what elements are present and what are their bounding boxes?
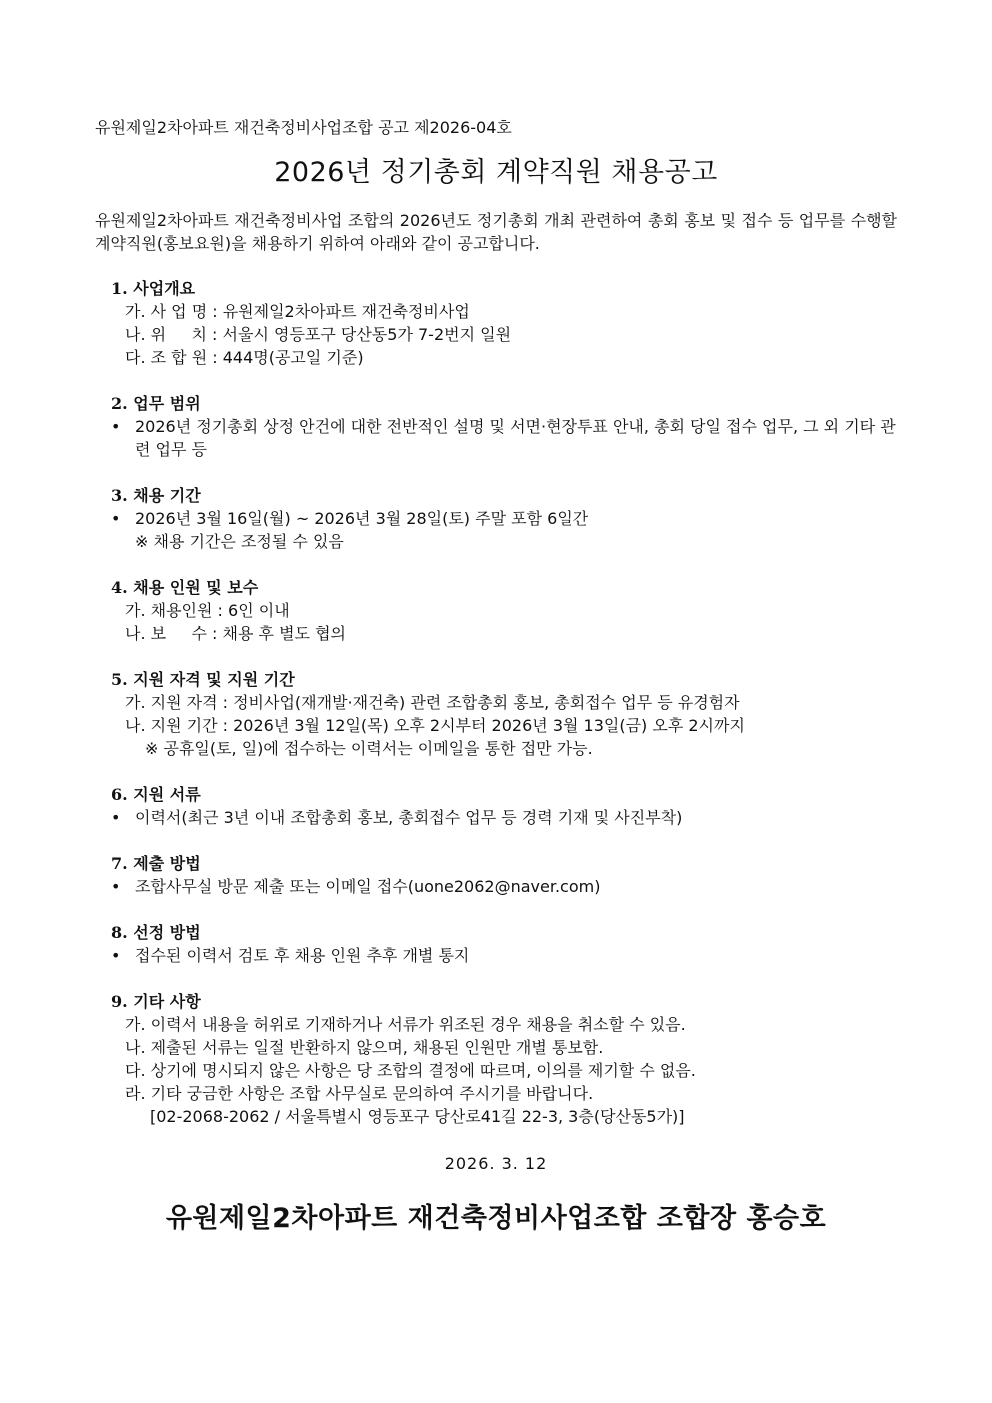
section-qualification-period (95, 668, 897, 760)
bullet-icon: • (111, 808, 121, 827)
bullet-icon: • (111, 509, 121, 528)
list-item: 가. 지원 자격 : 정비사업(재개발·재건축) 관련 조합총회 홍보, 총회접수 업무 등 유경험자 (125, 693, 740, 712)
section-heading: 2. 업무 범위 (111, 394, 201, 413)
section-selection (95, 921, 897, 967)
section-documents (95, 783, 897, 829)
bullet-icon: • (111, 417, 121, 436)
list-item: 다. 상기에 명시되지 않은 사항은 당 조합의 결정에 따르며, 이의를 제기할 수 없음. (125, 1061, 696, 1080)
list-item: • 이력서(최근 3년 이내 조합총회 홍보, 총회접수 업무 등 경력 기재 및 사진부착) (111, 808, 683, 827)
section-heading: 8. 선정 방법 (111, 923, 201, 942)
list-item: 나. 지원 기간 : 2026년 3월 12일(목) 오후 2시부터 2026년 3월 13일(금) 오후 2시까지 (125, 716, 745, 735)
notice-date: 2026. 3. 12 (444, 1154, 548, 1173)
bullet-icon: • (111, 877, 121, 896)
section-heading: 6. 지원 서류 (111, 785, 201, 804)
contact-info: [02-2068-2062 / 서울특별시 영등포구 당산로41길 22-3, 3층(당산동5가)] (150, 1107, 685, 1126)
list-item: • 2026년 정기총회 상정 안건에 대한 전반적인 설명 및 서면·현장투표 안내, 총회 당일 접수 업무, 그 외 기타 관련 업무 등 (111, 417, 896, 459)
notice-number: 유원제일2차아파트 재건축정비사업조합 공고 제2026-04호 (95, 118, 512, 137)
section-employment-period (95, 484, 897, 553)
list-item: 나. 위 치 : 서울시 영등포구 당산동5가 7-2번지 일원 (125, 325, 512, 344)
section-heading: 9. 기타 사항 (111, 992, 201, 1011)
note: ※ 공휴일(토, 일)에 접수하는 이력서는 이메일을 통한 접만 가능. (145, 739, 593, 758)
list-item: 가. 채용인원 : 6인 이내 (125, 601, 290, 620)
bullet-icon: • (111, 946, 121, 965)
list-item: 나. 보 수 : 채용 후 별도 협의 (125, 624, 346, 643)
list-item: 가. 사 업 명 : 유원제일2차아파트 재건축정비사업 (125, 302, 470, 321)
section-heading: 4. 채용 인원 및 보수 (111, 578, 259, 597)
section-work-scope (95, 392, 897, 461)
section-heading: 1. 사업개요 (111, 279, 196, 298)
document-title: 2026년 정기총회 계약직원 채용공고 (274, 157, 718, 188)
section-heading: 5. 지원 자격 및 지원 기간 (111, 670, 295, 689)
list-item: • 접수된 이력서 검토 후 채용 인원 추후 개별 통지 (111, 946, 470, 965)
section-misc (95, 990, 897, 1128)
list-item: 가. 이력서 내용을 허위로 기재하거나 서류가 위조된 경우 채용을 취소할 수 있음. (125, 1015, 686, 1034)
section-headcount-pay (95, 576, 897, 645)
list-item: • 2026년 3월 16일(월) ~ 2026년 3월 28일(토) 주말 포함 6일간 (111, 509, 589, 528)
list-item: 다. 조 합 원 : 444명(공고일 기준) (125, 348, 364, 367)
intro-paragraph: 유원제일2차아파트 재건축정비사업 조합의 2026년도 정기총회 개최 관련하여 총회 홍보 및 접수 등 업무를 수행할 계약직원(홍보요원)을 채용하기 위하여 아래와 같이 공고합니다. (95, 211, 897, 253)
section-submission (95, 852, 897, 898)
note: ※ 채용 기간은 조정될 수 있음 (135, 532, 344, 551)
signature: 유원제일2차아파트 재건축정비사업조합 조합장 홍승호 (165, 1203, 827, 1234)
section-heading: 3. 채용 기간 (111, 486, 201, 505)
list-item: 라. 기타 궁금한 사항은 조합 사무실로 문의하여 주시기를 바랍니다. (125, 1084, 594, 1103)
section-heading: 7. 제출 방법 (111, 854, 201, 873)
list-item: • 조합사무실 방문 제출 또는 이메일 접수(uone2062@naver.com) (111, 877, 601, 896)
list-item: 나. 제출된 서류는 일절 반환하지 않으며, 채용된 인원만 개별 통보함. (125, 1038, 604, 1057)
section-business-overview (95, 277, 897, 369)
